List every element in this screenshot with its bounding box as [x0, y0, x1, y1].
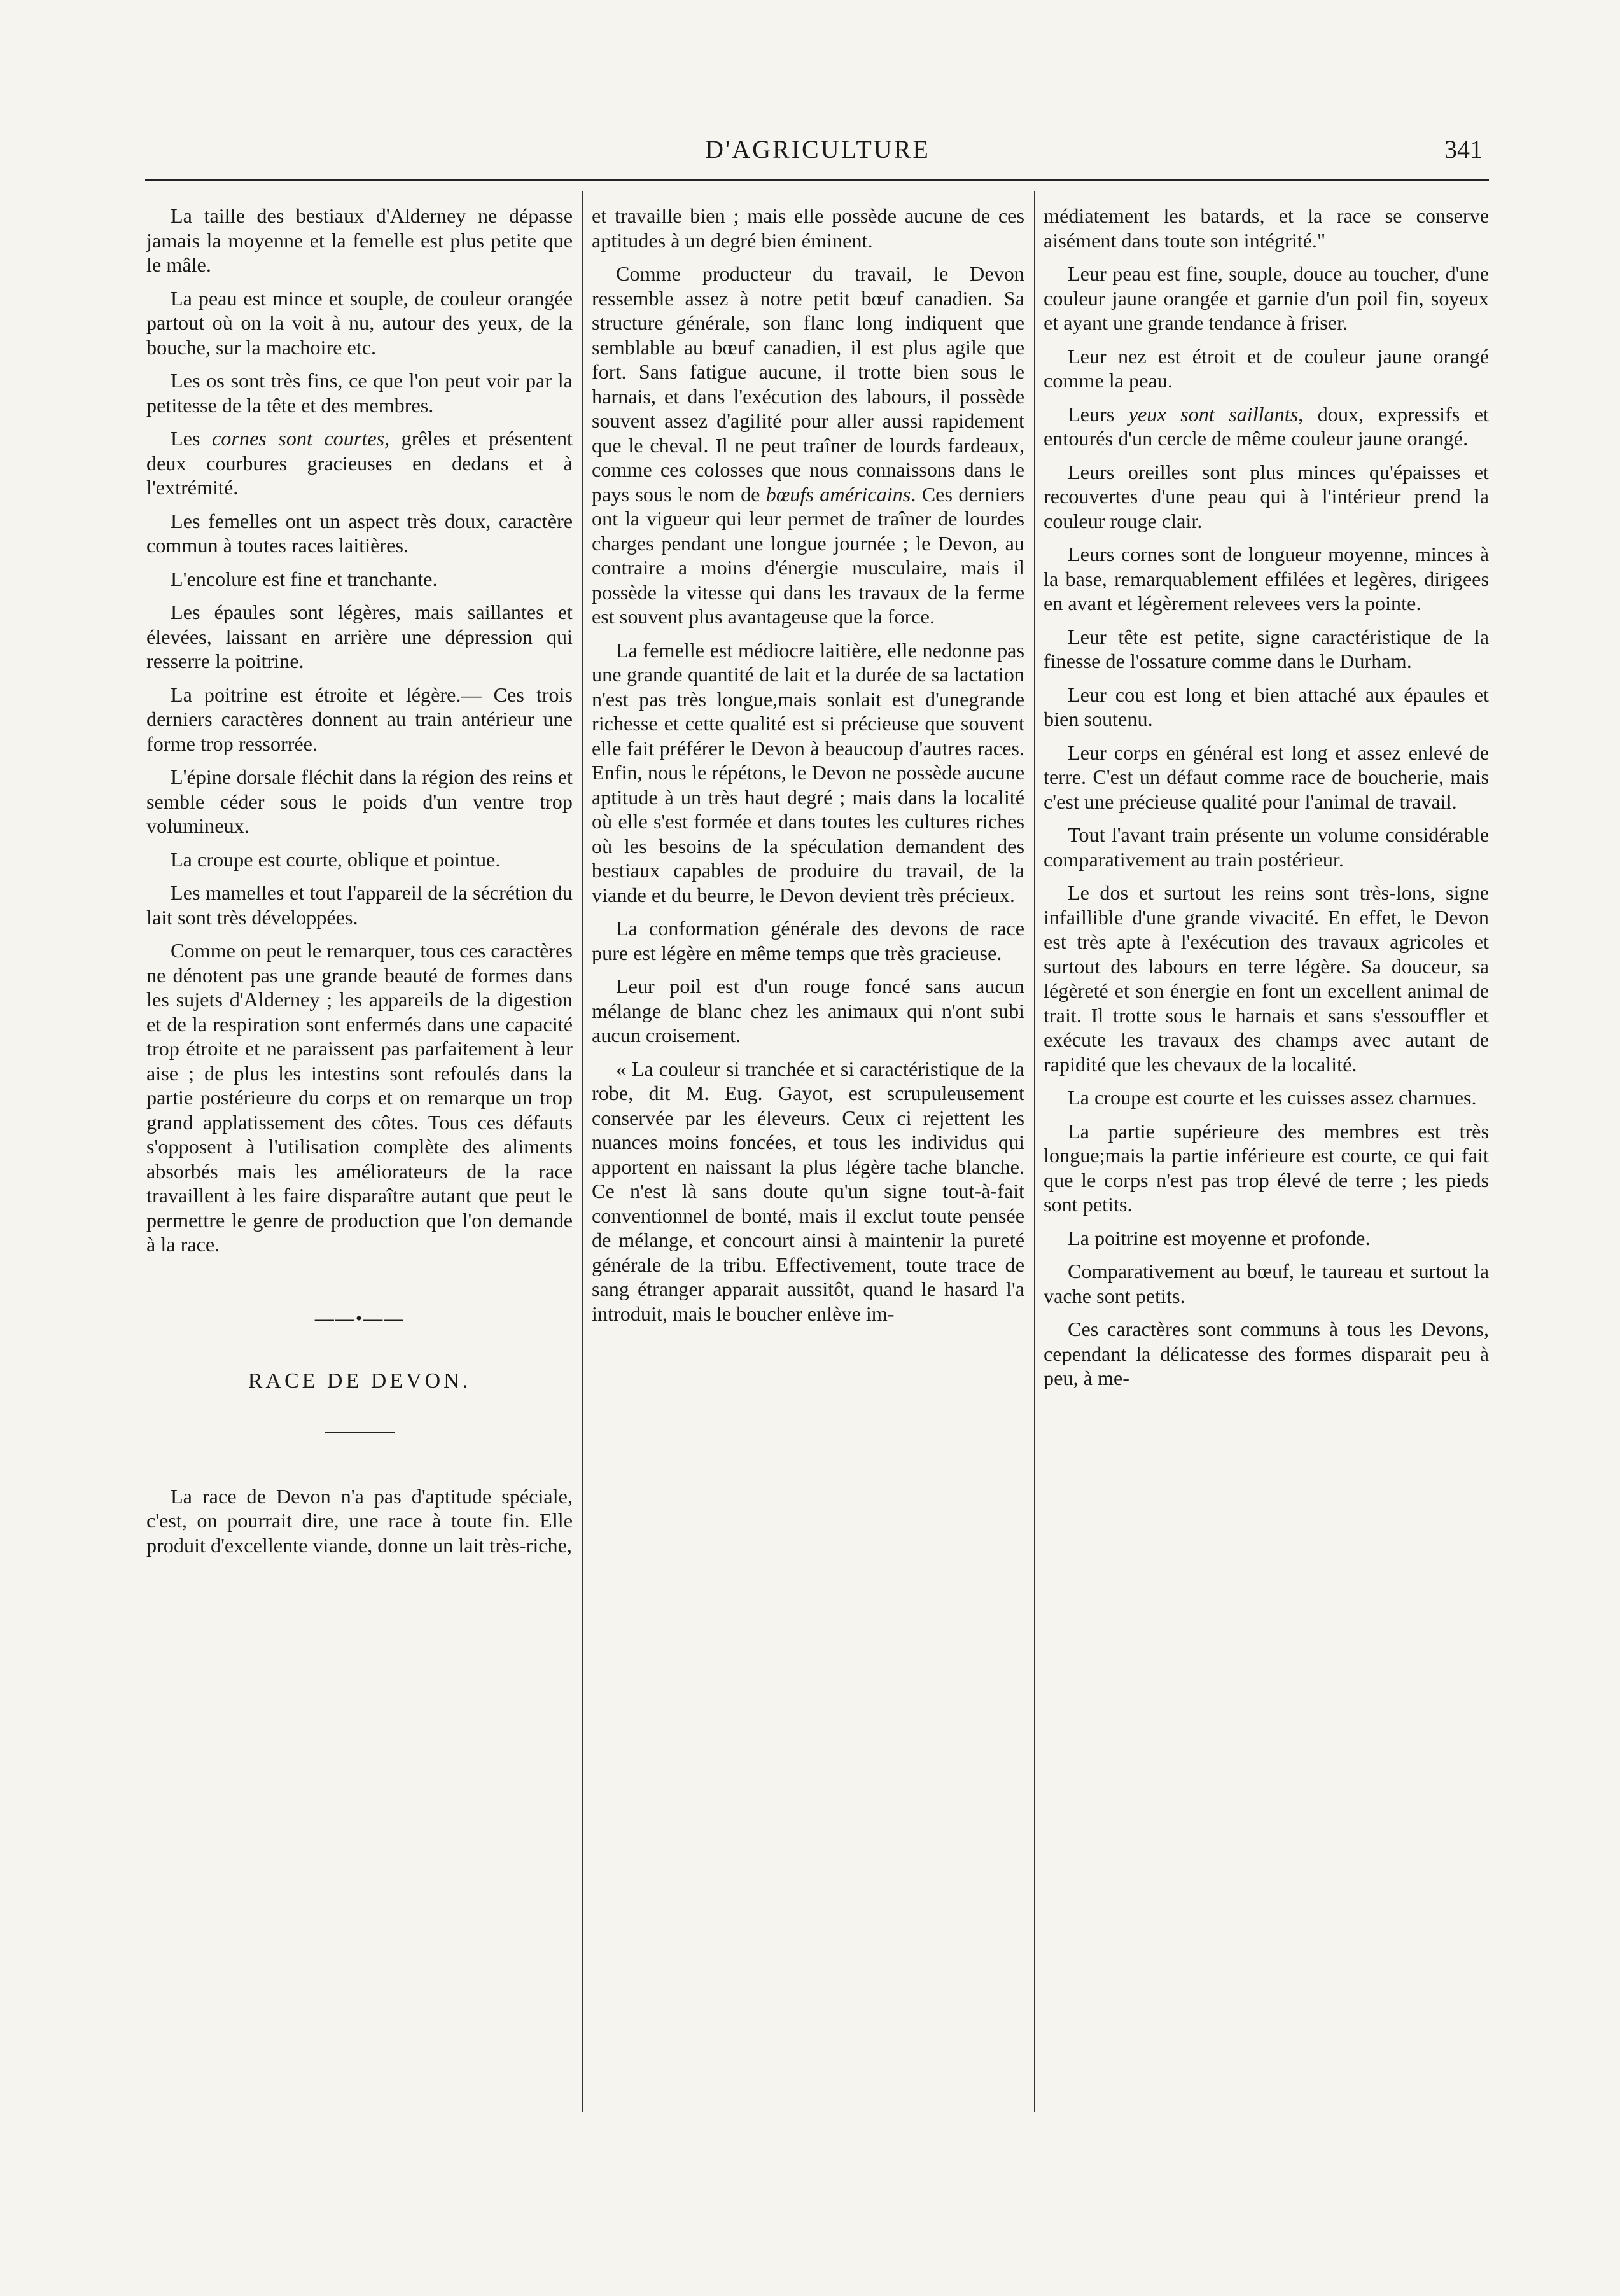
text-run: , grêles et présentent deux courbures gracieuses en dedans et à l'extrémité.: [146, 427, 573, 499]
paragraph: Leur poil est d'un rouge foncé sans aucun mélange de blanc chez les animaux qui n'ont subi aucun croisement.: [592, 975, 1024, 1047]
paragraph: [1044, 402, 1489, 451]
quote-paragraph: « La couleur si tranchée et si caractéristique de la robe, dit M. Eug. Gayot, est scrupuleusement conservée par les éleveurs. Ceux ci rejettent les nuances moins foncées, et tous les individus qui apportent en naissant la plus légère tache blanche. Ce n'est là sans doute qu'un signe tout-à-fait conventionnel de bonté, mais il exclut toute pensée de mélange, et concourt ainsi à maintenir la pureté générale de la tribu. Effectivement, toute trace de sang étranger apparait aussitôt, quand le hasard l'a introduit, mais le boucher enlève im-: [592, 1057, 1024, 1325]
paragraph: Les os sont très fins, ce que l'on peut voir par la petitesse de la tête et des membres.: [146, 369, 573, 417]
running-title: D'AGRICULTURE: [705, 135, 930, 164]
paragraph: Les femelles ont un aspect très doux, caractère commun à toutes races laitières.: [146, 509, 573, 557]
paragraph: et travaille bien ; mais elle possède aucune de ces aptitudes à un degré bien éminent.: [592, 204, 1024, 252]
column-separator: [1034, 191, 1035, 2112]
italic-text: yeux sont saillants: [1128, 402, 1299, 426]
text-run: , doux, expressifs et entourés d'un cercle de même couleur jaune orangé.: [1044, 402, 1489, 450]
paragraph: [592, 261, 1024, 629]
section-title: RACE DE DEVON.: [248, 1369, 471, 1393]
running-header: [146, 130, 1489, 175]
paragraph: La race de Devon n'a pas d'aptitude spéciale, c'est, on pourrait dire, une race à toute fin. Elle produit d'excellente viande, donne un lait très-riche,: [146, 1484, 573, 1557]
paragraph: Leur nez est étroit et de couleur jaune orangé comme la peau.: [1044, 344, 1489, 392]
text-run: Les: [171, 427, 212, 450]
column-separator: [582, 191, 583, 2112]
section-ornament: ——•——: [314, 1307, 405, 1329]
italic-text: bœufs américains: [765, 482, 911, 506]
paragraph: Leur corps en général est long et assez enlevé de terre. C'est un défaut comme race de boucherie, mais c'est une précieuse qualité pour l'animal de travail.: [1044, 741, 1489, 813]
paragraph: La partie supérieure des membres est très longue;mais la partie inférieure est courte, ce qui fait que le corps n'est pas trop élevé de terre ; les pieds sont petits.: [1044, 1119, 1489, 1216]
paragraph: Leurs cornes sont de longueur moyenne, minces à la base, remarquablement effilées et legères, dirigees en avant et légèrement relevees vers la pointe.: [1044, 543, 1489, 615]
paragraph: Ces caractères sont communs à tous les Devons, cependant la délicatesse des formes disparait peu à peu, à me-: [1044, 1318, 1489, 1389]
paragraph: La femelle est médiocre laitière, elle nedonne pas une grande quantité de lait et la durée de sa lactation n'est pas très longue,mais sonlait est d'unegrande richesse et cette qualité est si précieuse que souvent elle fait préférer le Devon à beaucoup d'autres races. Enfin, nous le répétons, le Devon ne possède aucune aptitude à un très haut degré ; mais dans la localité où elle s'est formée et dans toutes les cultures riches où les besoins de la spéculation demandent des bestiaux capables de produire du travail, de la viande et du beurre, le Devon devient très précieux.: [592, 638, 1024, 907]
text-run: . Ces derniers ont la vigueur qui leur permet de traîner de lourdes charges pendant une longue journée ; le Devon, au contraire a moins d'énergie musculaire, mais il possède la vitesse qui dans les travaux de la ferme est souvent plus avantageuse que la force.: [592, 482, 1024, 628]
paragraph: Leur tête est petite, signe caractéristique de la finesse de l'ossature comme dans le Durham.: [1044, 625, 1489, 672]
paragraph: L'encolure est fine et tranchante.: [171, 567, 438, 590]
section-divider: [325, 1432, 395, 1433]
paragraph: Leur peau est fine, souple, douce au toucher, d'une couleur jaune orangée et garnie d'un poil fin, soyeux et ayant une grande tendance à friser.: [1044, 262, 1489, 334]
paragraph: L'épine dorsale fléchit dans la région des reins et semble céder sous le poids d'un ventre trop volumineux.: [146, 765, 573, 837]
paragraph: Tout l'avant train présente un volume considérable comparativement au train postérieur.: [1044, 823, 1489, 871]
paragraph: Les épaules sont légères, mais saillantes et élevées, laissant en arrière une dépression qui resserre la poitrine.: [146, 601, 573, 672]
paragraph: médiatement les batards, et la race se conserve aisément dans toute son intégrité.": [1044, 204, 1489, 252]
paragraph: [146, 426, 573, 500]
text-run: Leurs: [1068, 402, 1129, 426]
header-rule: [145, 179, 1489, 181]
italic-text: cornes sont courtes: [211, 427, 385, 450]
paragraph: La taille des bestiaux d'Alderney ne dépasse jamais la moyenne et la femelle est plus petite que le mâle.: [146, 204, 573, 276]
page-number: 341: [1444, 135, 1483, 164]
column-3: [1044, 204, 1489, 1400]
paragraph: Comparativement au bœuf, le taureau et surtout la vache sont petits.: [1044, 1260, 1489, 1307]
paragraph: Le dos et surtout les reins sont très-lons, signe infaillible d'une grande vivacité. En effet, le Devon est très apte à l'exécution des travaux agricoles et surtout des labours en terre légère. Sa douceur, sa légèreté et son énergie en font un excellent animal de trait. Il trotte sous le harnais et sans s'essouffler et exécute les travaux des champs avec autant de rapidité que les chevaux de la localité.: [1044, 881, 1489, 1076]
column-2: [592, 204, 1024, 1335]
paragraph: Les mamelles et tout l'appareil de la sécrétion du lait sont très développées.: [146, 881, 573, 929]
paragraph: La poitrine est étroite et légère.— Ces trois derniers caractères donnent au train antérieur une forme trop ressorrée.: [146, 683, 573, 755]
paragraph: La croupe est courte, oblique et pointue.: [171, 847, 501, 871]
text-run: Comme producteur du travail, le Devon ressemble assez à notre petit bœuf canadien. Sa structure générale, son flanc long indiquent que semblable au bœuf canadien, il est plus agile que fort. Sans fatigue aucune, il trotte bien sous le harnais, et dans l'exécution des labours, il possède souvent assez d'agilité pour aller aussi rapidement que le cheval. Il ne peut traîner de lourds fardeaux, comme ces colosses que nous connaissons dans le pays sous le nom de: [592, 262, 1024, 506]
paragraph: Leur cou est long et bien attaché aux épaules et bien soutenu.: [1044, 683, 1489, 730]
paragraph: La conformation générale des devons de race pure est légère en même temps que très gracieuse.: [592, 917, 1024, 964]
paragraph: Leurs oreilles sont plus minces qu'épaisses et recouvertes d'une peau qui à l'intérieur prend la couleur rouge clair.: [1044, 460, 1489, 532]
paragraph: La peau est mince et souple, de couleur orangée partout où on la voit à nu, autour des yeux, de la bouche, sur la machoire etc.: [146, 286, 573, 359]
paragraph: La croupe est courte et les cuisses assez charnues.: [1068, 1086, 1477, 1109]
column-1: [146, 204, 573, 1566]
paragraph: Comme on peut le remarquer, tous ces caractères ne dénotent pas une grande beauté de formes dans les sujets d'Alderney ; les appareils de la digestion et de la respiration sont enfermés dans une capacité trop étroite et ne paraissent pas parfaitement à leur aise ; de plus les intestins sont refoulés dans la partie postérieure du corps et on remarque un trop grand applatissement des côtes. Tous ces défauts s'opposent à l'utilisation complète des aliments absorbés mais les améliorateurs de la race travaillent à les faire disparaître autant que peut le permettre le genre de production que l'on demande à la race.: [146, 939, 573, 1256]
paragraph: La poitrine est moyenne et profonde.: [1068, 1226, 1371, 1249]
